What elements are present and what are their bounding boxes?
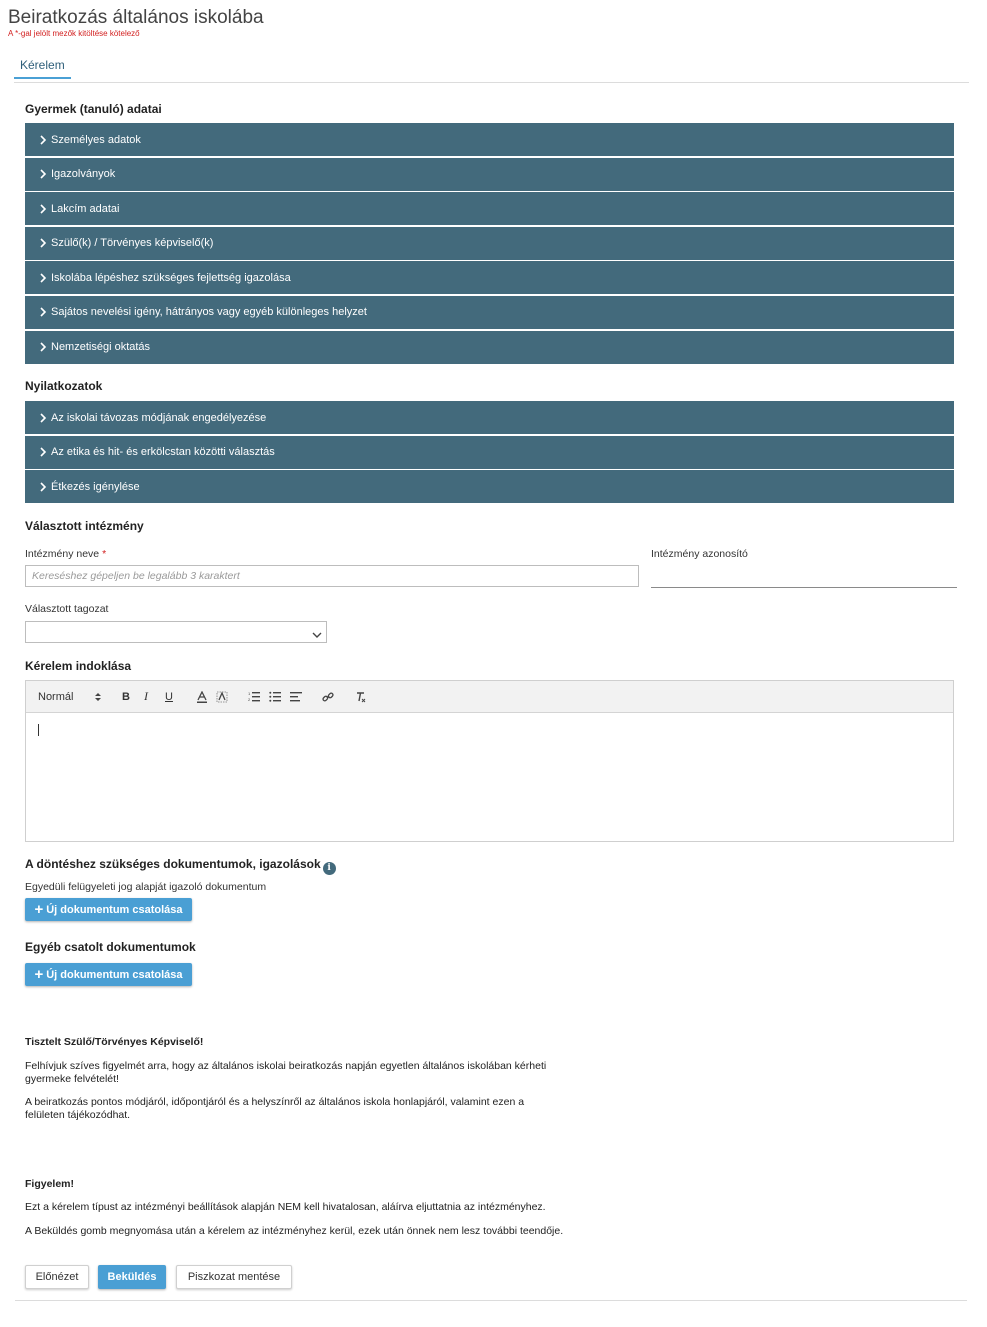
chevron-right-icon — [39, 204, 51, 214]
chevron-right-icon — [39, 413, 51, 423]
rich-text-editor — [25, 680, 954, 842]
accordion-address[interactable] — [25, 192, 954, 225]
chevron-right-icon — [39, 135, 51, 145]
accordion-label: Iskolába lépéshez szükséges fejlettség igazolása — [51, 271, 291, 284]
accordion-label: Az etika és hit- és erkölcstan közötti választás — [51, 446, 275, 459]
accordion-label: Igazolványok — [51, 168, 116, 181]
accordion-meal-request[interactable] — [25, 470, 954, 503]
accordion-personal-data[interactable] — [25, 123, 954, 156]
attention-notice-paragraph: A Beküldés gomb megnyomása után a kérelem az intézményhez kerül, ezek után önnek nem lesz további teendője. — [25, 1225, 564, 1237]
accordion-label: Szülő(k) / Törvényes képviselő(k) — [51, 237, 214, 250]
parent-notice-paragraph: A beiratkozás pontos módjáról, időpontjáról és a helyszínről az általános iskola honlapjáról, valamint ezen a felületen tájékozódhat. — [25, 1096, 525, 1121]
submit-button[interactable]: Beküldés — [98, 1265, 166, 1289]
accordion-readiness[interactable] — [25, 261, 954, 294]
svg-text:2: 2 — [248, 697, 251, 702]
institution-id-input[interactable] — [651, 565, 957, 588]
accordion-ethics-choice[interactable] — [25, 436, 954, 469]
child-accordion-list — [25, 123, 954, 365]
link-icon[interactable] — [322, 681, 334, 712]
footer-divider — [15, 1300, 967, 1301]
bullet-list-icon[interactable] — [269, 681, 281, 712]
svg-text:1: 1 — [248, 691, 251, 696]
declarations-accordion-list — [25, 401, 954, 505]
parent-notice-title: Tisztelt Szülő/Törvényes Képviselő! — [25, 1036, 204, 1048]
accordion-label: Nemzetiségi oktatás — [51, 341, 151, 354]
attention-notice — [25, 1178, 565, 1238]
italic-icon[interactable] — [144, 681, 148, 712]
required-marker: * — [102, 548, 107, 560]
institution-section-title: Választott intézmény — [25, 519, 144, 533]
chevron-right-icon — [39, 342, 51, 352]
add-document-label: Új dokumentum csatolása — [46, 968, 183, 981]
custody-document-label: Egyedüli felügyeleti jog alapját igazoló dokumentum — [25, 881, 267, 893]
parent-notice-paragraph: Felhívjuk szíves figyelmét arra, hogy az általános iskolai beiratkozás napján egyetlen általános iskolában kérheti gyermeke felvételét! — [25, 1060, 547, 1085]
chevron-right-icon — [39, 307, 51, 317]
preview-button[interactable]: Előnézet — [25, 1265, 89, 1289]
institution-name-label-text: Intézmény neve — [25, 548, 100, 560]
institution-name-label — [25, 548, 106, 560]
ordered-list-icon[interactable] — [248, 681, 260, 712]
parent-notice — [25, 1036, 565, 1122]
chevron-right-icon — [39, 169, 51, 179]
clear-format-icon[interactable] — [355, 681, 367, 712]
tab-label: Kérelem — [20, 58, 65, 72]
required-note: A *-gal jelölt mezők kitöltése kötelező — [8, 29, 140, 38]
editor-toolbar — [26, 681, 953, 713]
attention-notice-title: Figyelem! — [25, 1178, 75, 1190]
chevron-right-icon — [39, 273, 51, 283]
accordion-label: Sajátos nevelési igény, hátrányos vagy egyéb különleges helyzet — [51, 306, 367, 319]
institution-id-label: Intézmény azonosító — [651, 548, 748, 560]
text-caret — [38, 724, 39, 736]
info-icon[interactable]: i — [323, 862, 336, 875]
font-color-icon[interactable] — [196, 681, 208, 712]
chevron-right-icon — [39, 238, 51, 248]
accordion-label: Az iskolai távozas módjának engedélyezése — [51, 411, 267, 424]
chevron-right-icon — [39, 447, 51, 457]
italic-glyph: I — [144, 689, 148, 703]
tab-kerelem[interactable] — [14, 55, 71, 79]
accordion-label: Személyes adatok — [51, 133, 141, 146]
plus-icon: + — [34, 966, 44, 983]
page-title: Beiratkozás általános iskolába — [8, 7, 264, 28]
sort-arrows-icon — [94, 681, 102, 712]
highlight-icon[interactable] — [216, 681, 228, 712]
unit-select[interactable] — [25, 621, 327, 643]
align-icon[interactable] — [290, 681, 302, 712]
justification-section-title: Kérelem indoklása — [25, 659, 132, 673]
format-select-value: Normál — [38, 690, 74, 703]
documents-title-text: A döntéshez szükséges dokumentumok, igazolások — [25, 857, 321, 871]
editor-text-area[interactable] — [26, 712, 953, 841]
save-draft-button[interactable]: Piszkozat mentése — [176, 1265, 292, 1289]
underline-icon[interactable] — [165, 681, 173, 712]
chevron-right-icon — [39, 482, 51, 492]
bold-glyph: B — [122, 690, 130, 703]
accordion-nationality-education[interactable] — [25, 331, 954, 364]
accordion-leave-permission[interactable] — [25, 401, 954, 434]
plus-icon: + — [34, 901, 44, 918]
add-document-label: Új dokumentum csatolása — [46, 903, 183, 916]
add-custody-document-button[interactable] — [25, 898, 192, 921]
underline-glyph: U — [165, 690, 173, 703]
accordion-label: Lakcím adatai — [51, 202, 120, 215]
attention-notice-paragraph: Ezt a kérelem típust az intézményi beállítások alapján NEM kell hivatalosan, aláírva eljuttatnia az intézményhez. — [25, 1201, 546, 1213]
documents-section-title — [25, 857, 336, 875]
accordion-ids[interactable] — [25, 158, 954, 191]
child-section-title: Gyermek (tanuló) adatai — [25, 102, 162, 116]
add-other-document-button[interactable] — [25, 963, 192, 986]
declarations-section-title: Nyilatkozatok — [25, 379, 103, 393]
chevron-down-icon — [312, 627, 322, 645]
accordion-special-needs[interactable] — [25, 296, 954, 329]
accordion-parents[interactable] — [25, 227, 954, 260]
unit-label: Választott tagozat — [25, 603, 109, 615]
accordion-label: Étkezés igénylése — [51, 480, 140, 493]
tab-bar — [14, 55, 969, 83]
other-documents-title: Egyéb csatolt dokumentumok — [25, 940, 196, 954]
bold-icon[interactable] — [122, 681, 130, 712]
institution-name-input[interactable] — [25, 565, 639, 587]
